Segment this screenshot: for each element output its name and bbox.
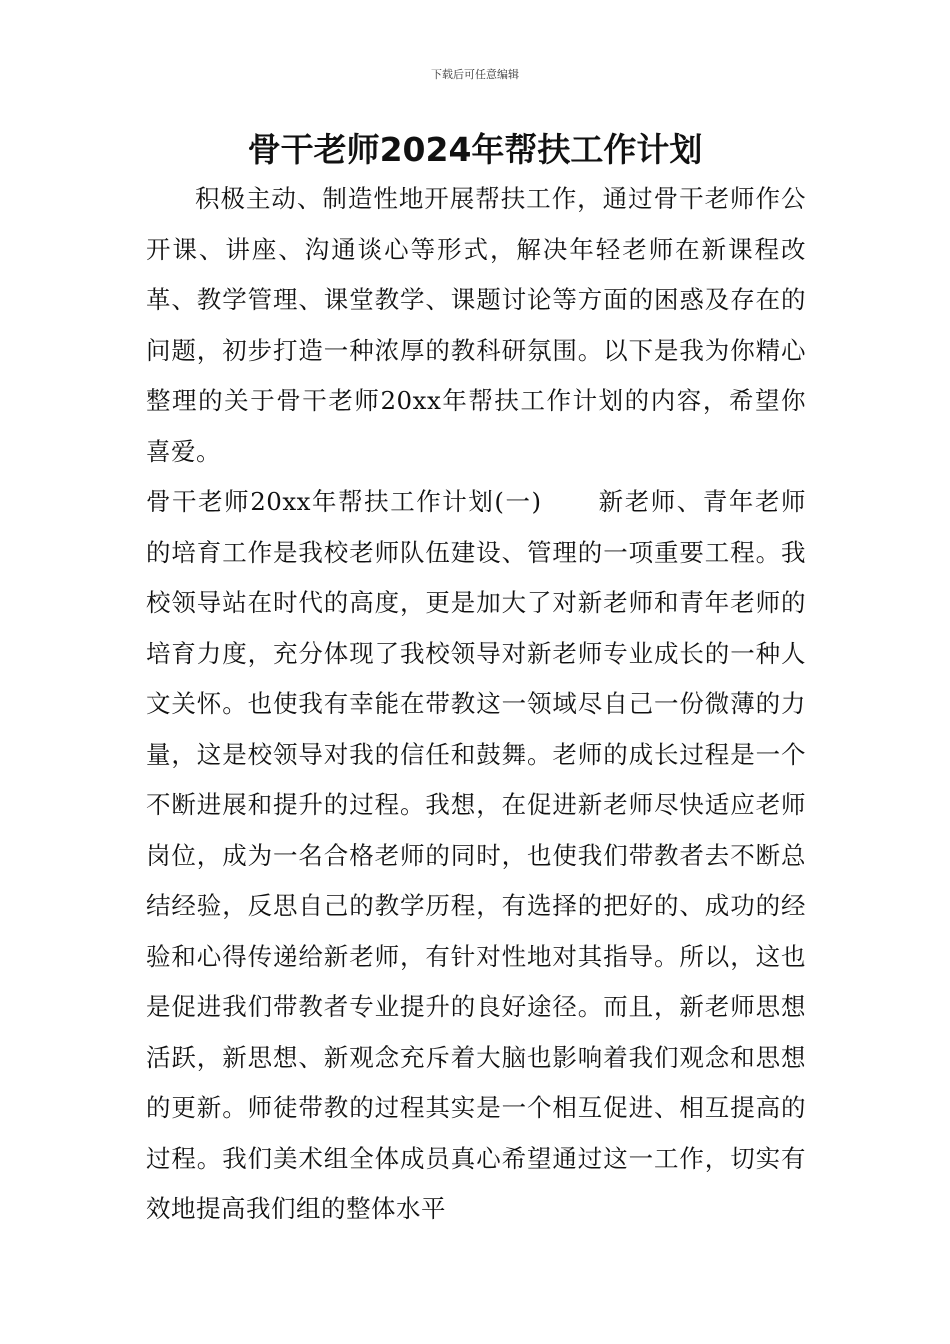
document-title: 骨干老师2024年帮扶工作计划 bbox=[247, 130, 703, 169]
section-paragraph bbox=[146, 477, 806, 1235]
document-body bbox=[146, 174, 806, 1235]
section-body-text: 新老师、青年老师的培育工作是我校老师队伍建设、管理的一项重要工程。我校领导站在时代的高度，更是加大了对新老师和青年老师的培育力度，充分体现了我校领导对新老师专业成长的一种人文关怀。也使我有幸能在带教这一领域尽自己一份微薄的力量，这是校领导对我的信任和鼓舞。老师的成长过程是一个不断进展和提升的过程。我想，在促进新老师尽快适应老师岗位，成为一名合格老师的同时，也使我们带教者去不断总结经验，反思自己的教学历程，有选择的把好的、成功的经验和心得传递给新老师，有针对性地对其指导。所以，这也是促进我们带教者专业提升的良好途径。而且，新老师思想活跃，新思想、新观念充斥着大脑也影响着我们观念和思想的更新。师徒带教的过程其实是一个相互促进、相互提高的过程。我们美术组全体成员真心希望通过这一工作，切实有效地提高我们组的整体水平 bbox=[146, 487, 806, 1223]
header-note: 下载后可任意编辑 bbox=[431, 68, 519, 81]
intro-paragraph: 积极主动、制造性地开展帮扶工作，通过骨干老师作公开课、讲座、沟通谈心等形式，解决年轻老师在新课程改革、教学管理、课堂教学、课题讨论等方面的困惑及存在的问题，初步打造一种浓厚的教科研氛围。以下是我为你精心整理的关于骨干老师20xx年帮扶工作计划的内容，希望你喜爱。 bbox=[146, 184, 806, 466]
section-heading: 骨干老师20xx年帮扶工作计划(一) bbox=[146, 487, 542, 516]
